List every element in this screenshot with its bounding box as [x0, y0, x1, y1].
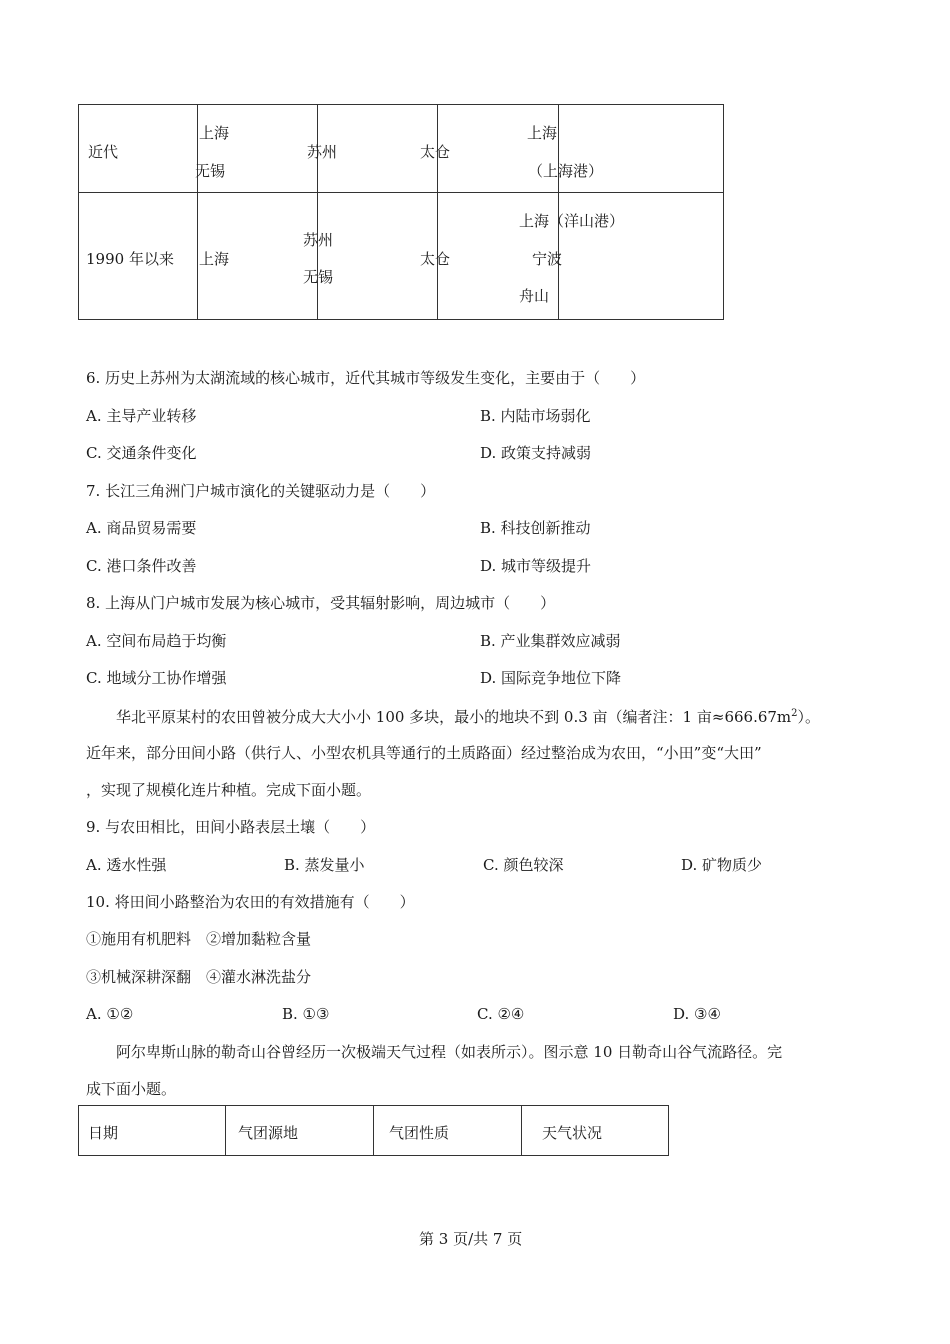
table-cell-city: 太仓 [420, 250, 451, 268]
option-c[interactable]: C. 港口条件改善 [86, 557, 197, 575]
option-d[interactable]: D. 国际竞争地位下降 [480, 669, 622, 687]
passage-text: 华北平原某村的农田曾被分成大大小小 100 多块，最小的地块不到 0.3 亩（编者注：1 亩≈666.67m [116, 708, 792, 726]
option-b[interactable]: B. 蒸发量小 [284, 856, 365, 874]
option-c[interactable]: C. 交通条件变化 [86, 444, 197, 462]
table-cell-city: 舟山 [519, 287, 550, 305]
passage-line: ，实现了规模化连片种植。完成下面小题。 [86, 781, 372, 799]
table-cell-city: 宁波 [532, 250, 563, 268]
table-cell-city: 太仓 [420, 143, 451, 161]
passage-text: ）。 [797, 708, 821, 726]
option-b[interactable]: B. 内陆市场弱化 [480, 407, 591, 425]
question-stem: 10. 将田间小路整治为农田的有效措施有（ ） [86, 893, 415, 911]
option-a[interactable]: A. 商品贸易需要 [86, 519, 197, 537]
option-c[interactable]: C. 颜色较深 [483, 856, 564, 874]
option-c[interactable]: C. 地域分工协作增强 [86, 669, 227, 687]
question-stem: 6. 历史上苏州为太湖流域的核心城市，近代其城市等级发生变化，主要由于（ ） [86, 369, 646, 387]
table-cell-city: 苏州 [307, 143, 338, 161]
table-cell-city: 上海 [199, 250, 230, 268]
page-number: 第 3 页/共 7 页 [419, 1230, 523, 1248]
question-stem: 9. 与农田相比，田间小路表层土壤（ ） [86, 818, 376, 836]
option-b[interactable]: B. 科技创新推动 [480, 519, 591, 537]
passage-line: 近年来，部分田间小路（供行人、小型农机具等通行的土质路面）经过整治成为农田，“小田”变“大田” [86, 744, 762, 762]
table-header-air-mass-nature: 气团性质 [389, 1124, 450, 1142]
option-a[interactable]: A. ①② [86, 1005, 134, 1023]
passage-line: 阿尔卑斯山脉的勒奇山谷曾经历一次极端天气过程（如表所示）。图示意 10 日勒奇山谷气流路径。完 [116, 1043, 783, 1061]
option-d[interactable]: D. 政策支持减弱 [480, 444, 592, 462]
table-header-date: 日期 [88, 1124, 119, 1142]
question-stem: 7. 长江三角洲门户城市演化的关键驱动力是（ ） [86, 482, 436, 500]
measure-list: ①施用有机肥料 ②增加黏粒含量 [86, 930, 312, 948]
question-stem: 8. 上海从门户城市发展为核心城市，受其辐射影响，周边城市（ ） [86, 594, 556, 612]
passage-line [116, 709, 820, 725]
table-cell-period: 1990 年以来 [86, 250, 174, 268]
table-cell-city: 上海 [527, 124, 558, 142]
option-c[interactable]: C. ②④ [477, 1005, 525, 1023]
table-header-weather: 天气状况 [542, 1124, 603, 1142]
option-a[interactable]: A. 空间布局趋于均衡 [86, 632, 227, 650]
table-header-air-mass-source: 气团源地 [238, 1124, 299, 1142]
option-d[interactable]: D. ③④ [673, 1005, 721, 1023]
option-a[interactable]: A. 透水性强 [86, 856, 167, 874]
table-cell-city: 上海 [199, 124, 230, 142]
option-d[interactable]: D. 城市等级提升 [480, 557, 592, 575]
table-cell-city: 上海（洋山港） [519, 212, 625, 230]
option-b[interactable]: B. 产业集群效应减弱 [480, 632, 621, 650]
table-cell-city: 无锡 [195, 162, 226, 180]
measure-list: ③机械深耕深翻 ④灌水淋洗盐分 [86, 968, 312, 986]
table-cell-city: 无锡 [303, 268, 334, 286]
passage-line: 成下面小题。 [86, 1080, 177, 1098]
option-a[interactable]: A. 主导产业转移 [86, 407, 197, 425]
option-d[interactable]: D. 矿物质少 [681, 856, 763, 874]
table-cell-city: （上海港） [528, 162, 604, 180]
option-b[interactable]: B. ①③ [282, 1005, 330, 1023]
table-cell-period: 近代 [88, 143, 119, 161]
superscript: 2 [791, 708, 798, 719]
table-cell-city: 苏州 [303, 231, 334, 249]
